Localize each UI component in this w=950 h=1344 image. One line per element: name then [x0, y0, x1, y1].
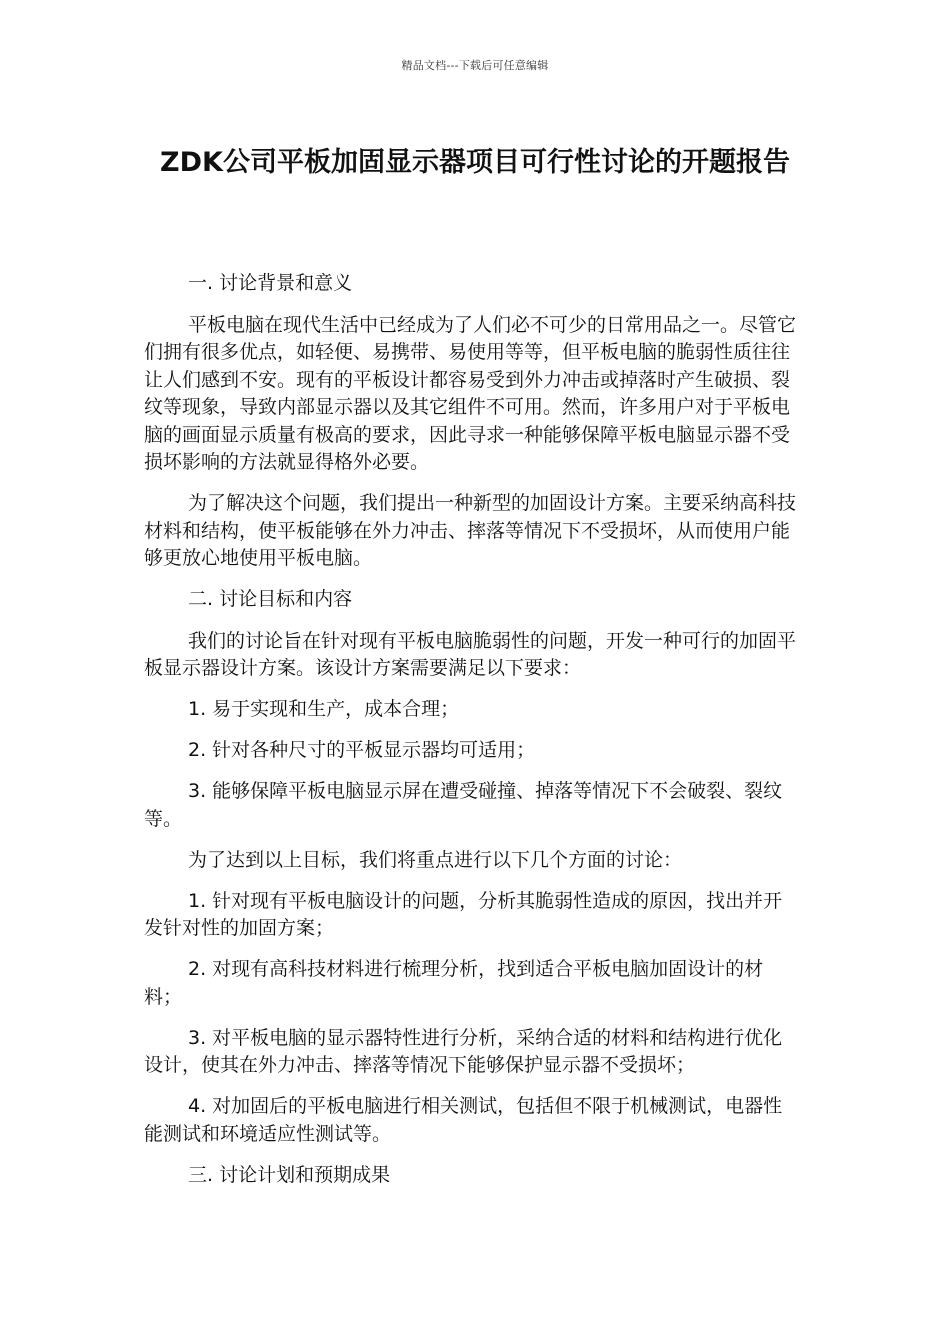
paragraph: 为了解决这个问题，我们提出一种新型的加固设计方案。主要采纳高科技材料和结构，使平板能够在外力冲击、摔落等情况下不受损坏，从而使用户能够更放心地使用平板电脑。	[144, 492, 797, 569]
section-heading-goals: 二. 讨论目标和内容	[188, 588, 353, 610]
document-title: ZDK公司平板加固显示器项目可行性讨论的开题报告	[160, 147, 790, 178]
paragraph: 我们的讨论旨在针对现有平板电脑脆弱性的问题，开发一种可行的加固平板显示器设计方案。该设计方案需要满足以下要求：	[144, 629, 797, 679]
document-body	[144, 270, 798, 1203]
list-item: 3. 能够保障平板电脑显示屏在遭受碰撞、掉落等情况下不会破裂、裂纹等。	[144, 780, 783, 830]
header-note: 精品文档---下载后可任意编辑	[401, 59, 549, 72]
list-item: 3. 对平板电脑的显示器特性进行分析，采纳合适的材料和结构进行优化设计，使其在外力冲击、摔落等情况下能够保护显示器不受损坏；	[144, 1026, 783, 1076]
paragraph: 平板电脑在现代生活中已经成为了人们必不可少的日常用品之一。尽管它们拥有很多优点，如轻便、易携带、易使用等等，但平板电脑的脆弱性质往往让人们感到不安。现有的平板设计都容易受到外力冲击或掉落时产生破损、裂纹等现象，导致内部显示器以及其它组件不可用。然而，许多用户对于平板电脑的画面显示质量有极高的要求，因此寻求一种能够保障平板电脑显示器不受损坏影响的方法就显得格外必要。	[144, 313, 797, 473]
list-item: 2. 针对各种尺寸的平板显示器均可适用；	[188, 739, 536, 761]
list-item: 1. 针对现有平板电脑设计的问题，分析其脆弱性造成的原因，找出并开发针对性的加固方案；	[144, 889, 783, 939]
paragraph: 为了达到以上目标，我们将重点进行以下几个方面的讨论：	[188, 848, 683, 871]
section-heading-plan: 三. 讨论计划和预期成果	[188, 1163, 391, 1186]
list-item: 4. 对加固后的平板电脑进行相关测试，包括但不限于机械测试，电器性能测试和环境适应性测试等。	[144, 1095, 783, 1145]
section-heading-background: 一. 讨论背景和意义	[188, 272, 353, 294]
list-item: 1. 易于实现和生产，成本合理；	[188, 698, 460, 720]
list-item: 2. 对现有高科技材料进行梳理分析，找到适合平板电脑加固设计的材料；	[144, 958, 764, 1008]
